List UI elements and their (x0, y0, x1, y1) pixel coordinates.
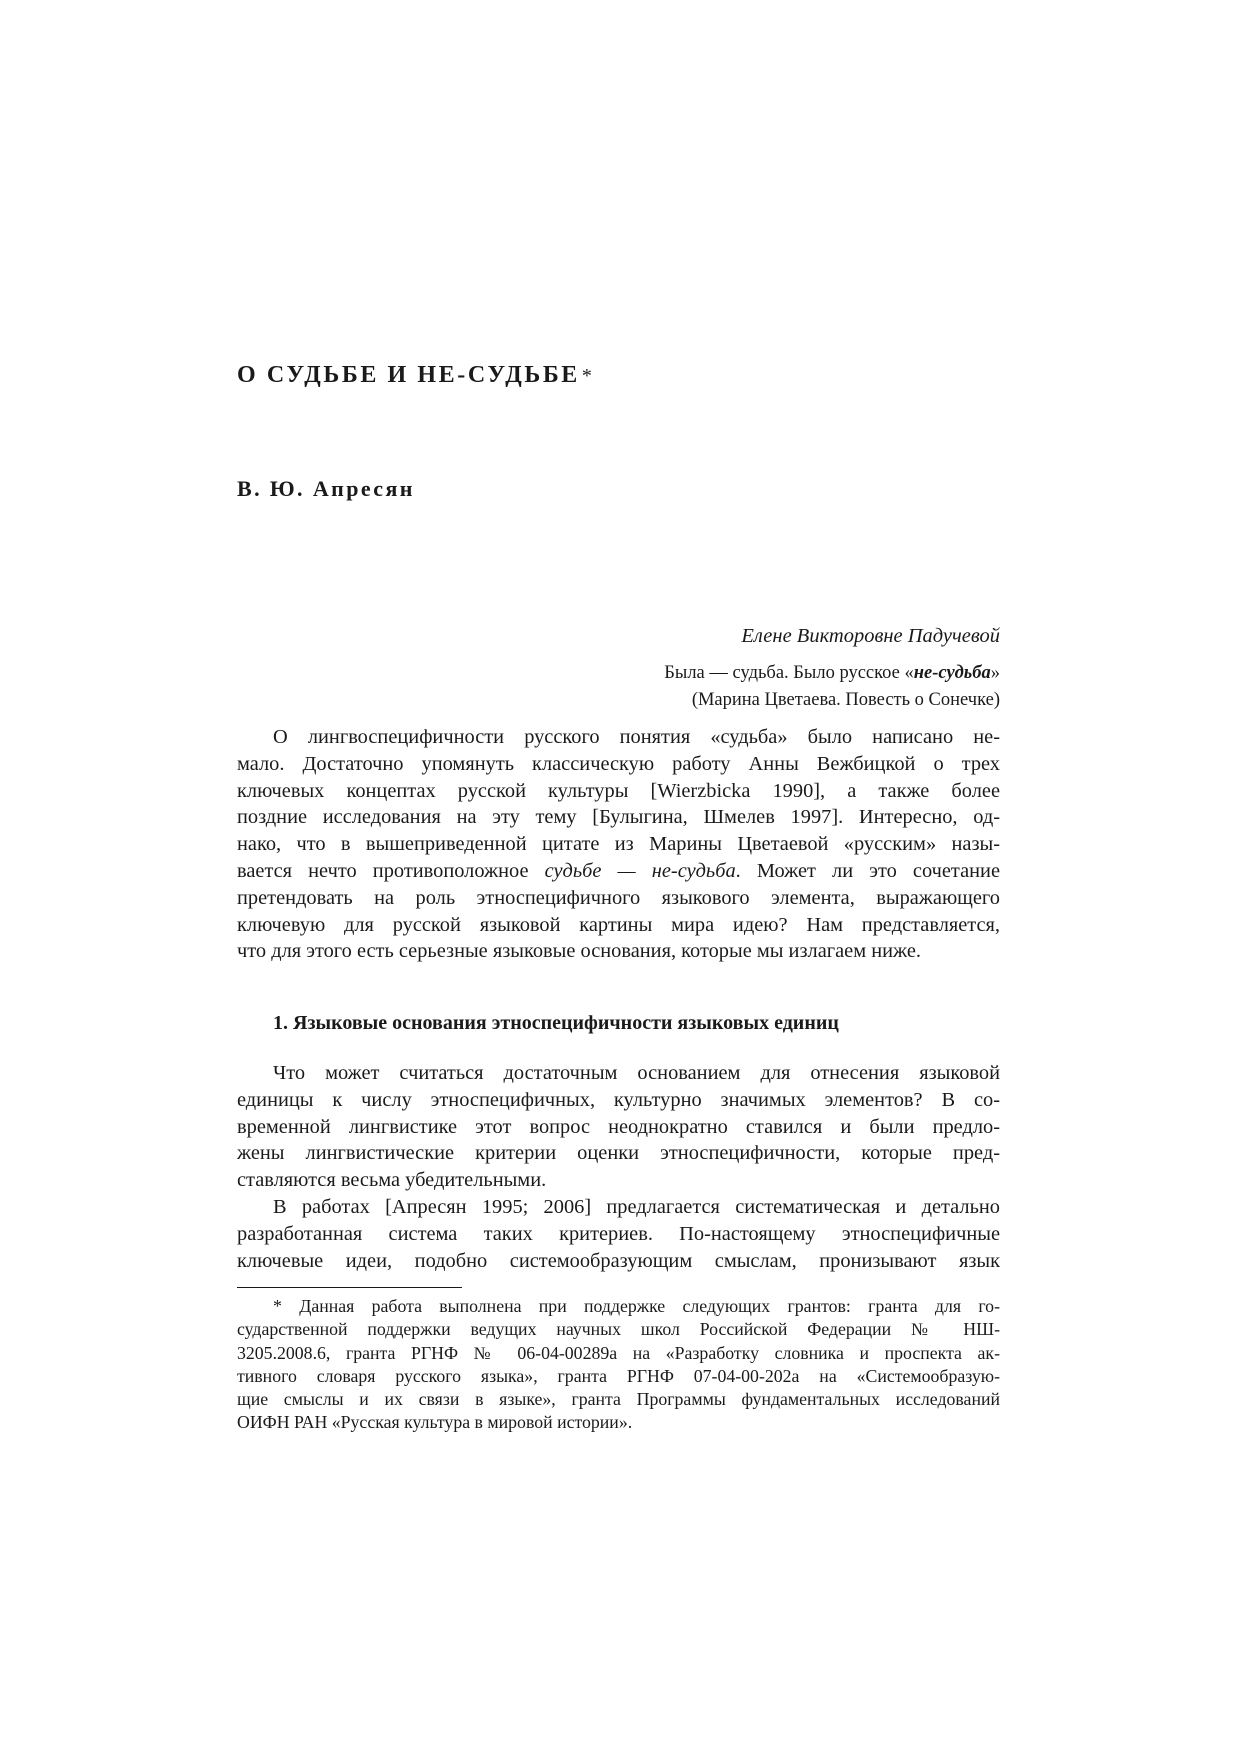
footnote-line: щие смыслы и их связи в языке», гранта Программы фундаментальных исследований (237, 1389, 1000, 1410)
author-name: В. Ю. Апресян (237, 476, 415, 501)
paragraph-line: претендовать на роль этноспецифичного языкового элемента, выражающего (237, 886, 1000, 909)
footnote-line: тивного словаря русского языка», гранта РГНФ 07-04-00-202а на «Системообразую- (237, 1365, 1000, 1386)
footnote-line: сударственной поддержки ведущих научных школ Российской Федерации № НШ- (237, 1319, 1000, 1340)
paragraph-line: жены лингвистические критерии оценки этноспецифичности, которые пред- (237, 1142, 1000, 1165)
title-footnote-mark: * (581, 365, 592, 387)
epigraph-quote (400, 660, 1000, 687)
footnote-line: 3205.2008.6, гранта РГНФ № 06-04-00289а на «Разработку словника и проспекта ак- (237, 1342, 1000, 1363)
section-paragraph-1 (237, 1060, 1000, 1194)
epigraph-quote-prefix: Была — судьба. Было русское « (664, 663, 914, 683)
paragraph-line: мало. Достаточно упомянуть классическую работу Анны Вежбицкой о трех (237, 752, 1000, 775)
paragraph-line: Что может считаться достаточным основанием для отнесения языковой (273, 1062, 1000, 1084)
paragraph-line: временной лингвистике этот вопрос неоднократно ставился и были предло- (237, 1115, 1000, 1138)
paragraph-line: В работах [Апресян 1995; 2006] предлагается систематическая и детально (273, 1196, 1000, 1218)
paragraph-line: ключевые идеи, подобно системообразующим смыслам, пронизывают язык (237, 1249, 1000, 1272)
intro-paragraph (237, 724, 1000, 965)
line-text: . Может ли это сочетание (735, 859, 1000, 882)
paragraph-line: О лингвоспецифичности русского понятия «судьба» было написано не- (273, 726, 1000, 748)
epigraph-source: (Марина Цветаева. Повесть о Сонечке) (691, 690, 1000, 710)
paragraph-line (237, 858, 1000, 885)
paragraph-line: нако, что в вышеприведенной цитате из Марины Цветаевой «русским» назы- (237, 833, 1000, 856)
footnote-line: ОИФН РАН «Русская культура в мировой истории». (237, 1412, 633, 1433)
article-title (237, 362, 592, 389)
footnote-line: * Данная работа выполнена при поддержке следующих грантов: гранта для го- (273, 1296, 1000, 1316)
epigraph-quote-emphasis: не-судьба (913, 663, 991, 683)
paragraph-line: единицы к числу этноспецифичных, культурно значимых элементов? В со- (237, 1088, 1000, 1111)
footnote-divider (237, 1287, 462, 1288)
section-heading: 1. Языковые основания этноспецифичности языковых единиц (273, 1012, 839, 1034)
epigraph (400, 660, 1000, 714)
section-paragraph-2 (237, 1194, 1000, 1274)
article-title-text: О СУДЬБЕ И НЕ-СУДЬБЕ (237, 362, 580, 388)
paragraph-line: поздние исследования на эту тему [Булыгина, Шмелев 1997]. Интересно, од- (237, 806, 1000, 829)
paragraph-line: ключевых концептах русской культуры [Wierzbicka 1990], а также более (237, 779, 1000, 802)
paragraph-line: ключевую для русской языковой картины мира идею? Нам представляется, (237, 913, 1000, 936)
emphasis-text: судьбе — не-судьба (544, 859, 736, 882)
footnote (237, 1295, 1000, 1435)
paragraph-line: что для этого есть серьезные языковые основания, которые мы излагаем ниже. (237, 940, 922, 963)
line-text: вается нечто противоположное (237, 859, 545, 882)
paragraph-line: ставляются весьма убедительными. (237, 1169, 547, 1192)
dedication: Елене Викторовне Падучевой (741, 625, 1000, 647)
paragraph-line: разработанная система таких критериев. По-настоящему этноспецифичные (237, 1222, 1000, 1245)
epigraph-quote-suffix: » (990, 663, 1000, 683)
